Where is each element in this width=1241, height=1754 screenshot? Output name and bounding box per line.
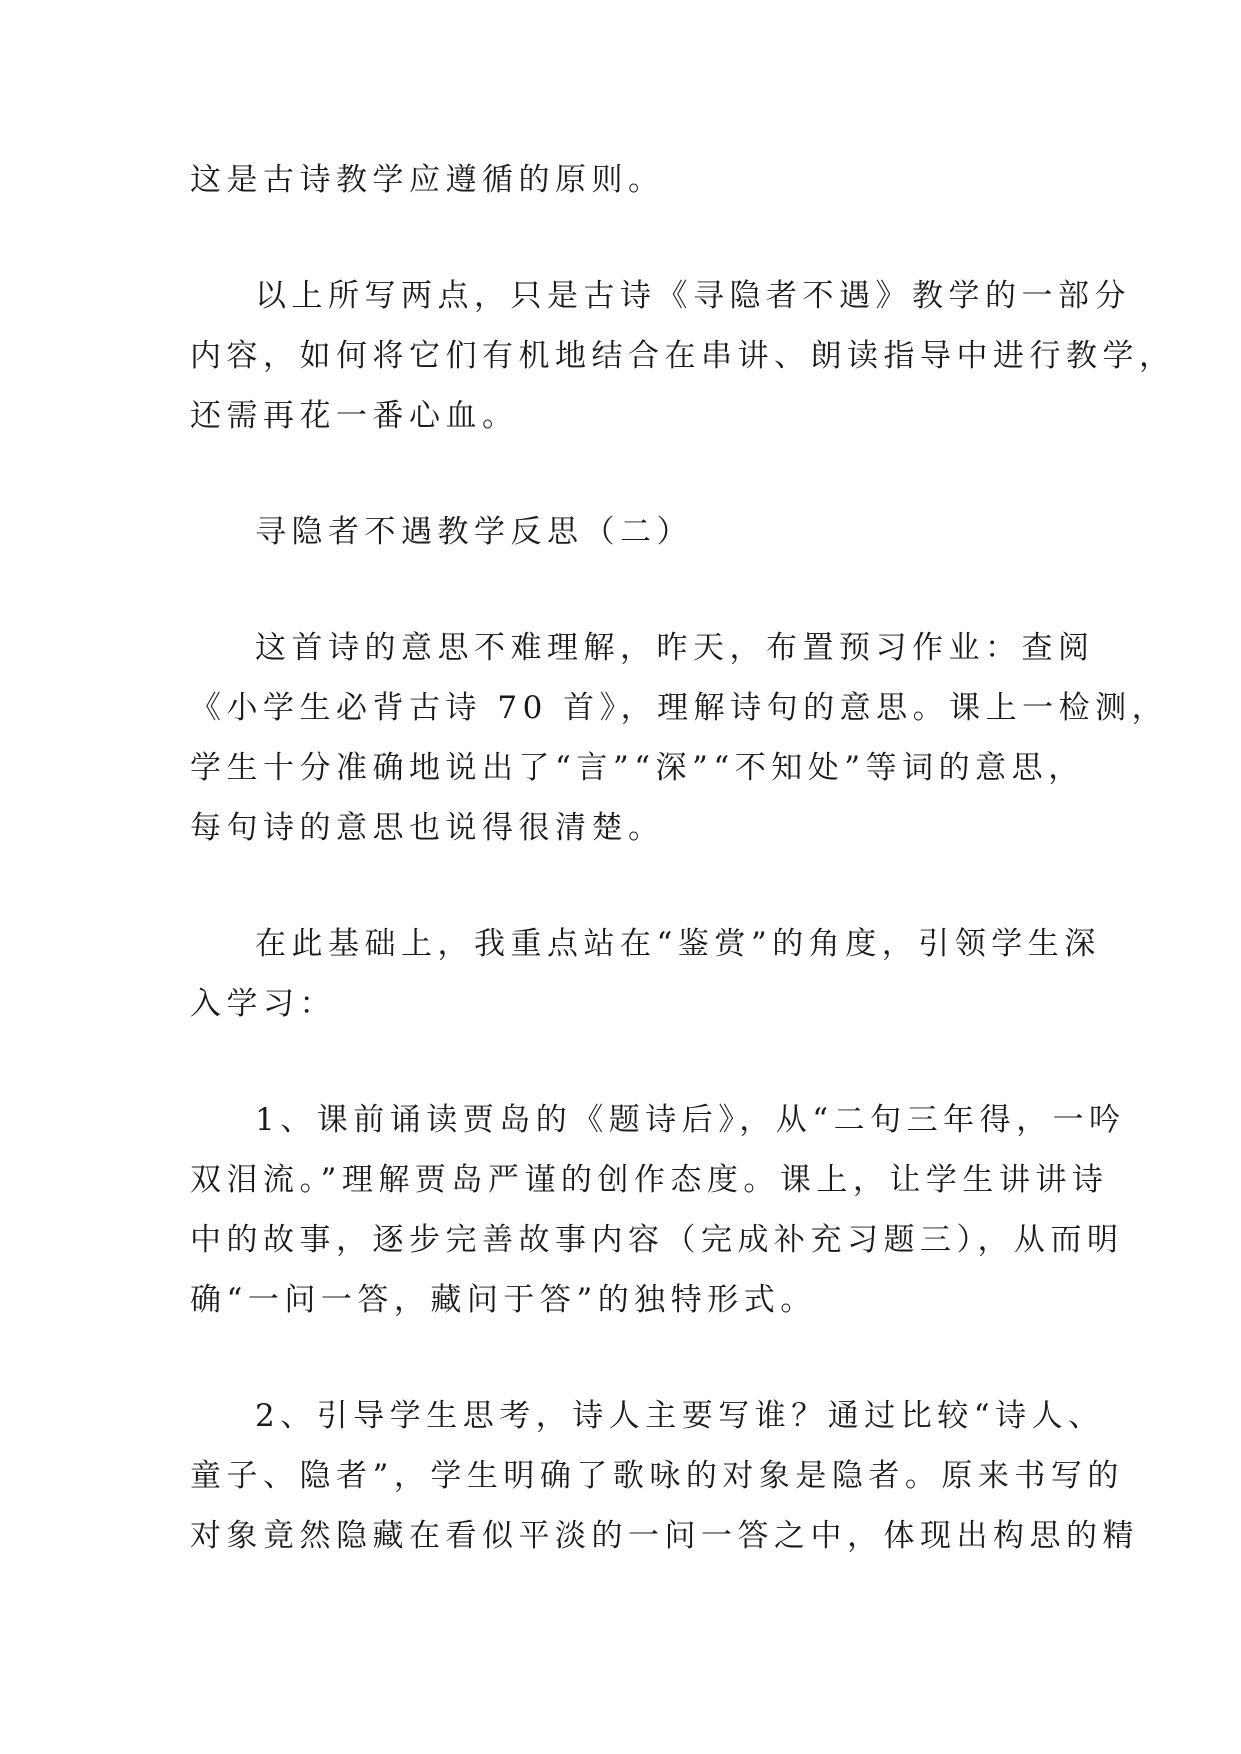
paragraph-line: 以上所写两点，只是古诗《寻隐者不遇》教学的一部分 <box>255 278 1131 314</box>
list-item-line: 1、课前诵读贾岛的《题诗后》，从“二句三年得，一吟 <box>255 1102 1126 1138</box>
paragraph-line: 在此基础上，我重点站在“鉴赏”的角度，引领学生深 <box>255 926 1101 962</box>
list-item-line: 确“一问一答，藏问于答”的独特形式。 <box>190 1282 817 1318</box>
list-item-line: 对象竟然隐藏在看似平淡的一问一答之中，体现出构思的精 <box>190 1518 1139 1554</box>
section-heading: 寻隐者不遇教学反思（二） <box>255 514 693 550</box>
paragraph-line: 这是古诗教学应遵循的原则。 <box>190 162 665 198</box>
paragraph-line: 学生十分准确地说出了“言”“深”“不知处”等词的意思， <box>190 750 1085 786</box>
paragraph-line: 这首诗的意思不难理解，昨天，布置预习作业：查阅 <box>255 630 1095 666</box>
paragraph-line: 每句诗的意思也说得很清楚。 <box>190 810 665 846</box>
paragraph-line: 内容，如何将它们有机地结合在串讲、朗读指导中进行教学， <box>190 338 1176 374</box>
paragraph-line: 还需再花一番心血。 <box>190 398 519 434</box>
paragraph-line: 《小学生必背古诗 70 首》，理解诗句的意思。课上一检测， <box>190 690 1169 726</box>
list-item-line: 2、引导学生思考，诗人主要写谁？通过比较“诗人、 <box>255 1398 1105 1434</box>
list-item-line: 中的故事，逐步完善故事内容（完成补充习题三），从而明 <box>190 1222 1124 1258</box>
list-item-line: 童子、隐者”，学生明确了歌咏的对象是隐者。原来书写的 <box>190 1458 1124 1494</box>
list-item-line: 双泪流。”理解贾岛严谨的创作态度。课上，让学生讲讲诗 <box>190 1162 1109 1198</box>
paragraph-line: 入学习： <box>190 986 336 1022</box>
